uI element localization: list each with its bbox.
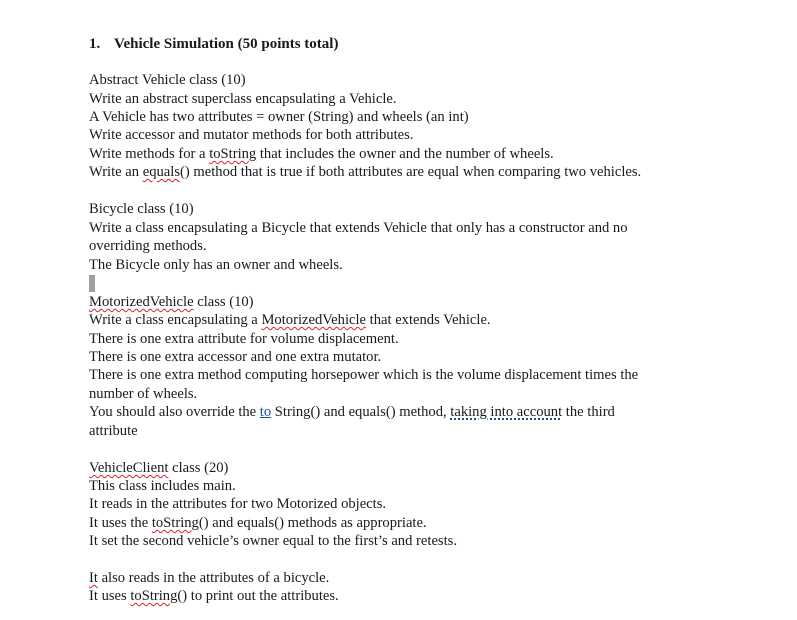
spellcheck-word: equals xyxy=(142,164,181,180)
text-cursor xyxy=(89,275,95,292)
grammar-word: to xyxy=(259,404,272,420)
motorized-line-4: There is one extra method computing horsepower which is the volume displacement times the xyxy=(89,367,639,383)
text-span: Write an xyxy=(89,164,143,180)
client-line-print xyxy=(89,587,339,605)
bicycle-line-1: Write a class encapsulating a Bicycle that extends Vehicle that only has a constructor and no xyxy=(89,220,628,236)
motorized-title xyxy=(89,293,254,311)
vehicle-line-equals xyxy=(89,163,641,181)
client-line-uses xyxy=(89,514,427,532)
spellcheck-word: MotorizedVehicle xyxy=(89,294,194,310)
text-span: () method that is true if both attributes are equal when comparing two vehicles. xyxy=(180,164,642,180)
bicycle-line-2: overriding methods. xyxy=(89,238,207,254)
vehicle-title: Abstract Vehicle class (10) xyxy=(89,72,246,88)
motorized-line-5: number of wheels. xyxy=(89,386,198,402)
text-span: class (10) xyxy=(193,294,254,310)
grammar-phrase: taking into account xyxy=(450,404,563,420)
spellcheck-word: toString xyxy=(151,515,199,531)
bicycle-title: Bicycle class (10) xyxy=(89,201,194,217)
client-line-retest: It set the second vehicle’s owner equal to the first’s and retests. xyxy=(89,533,457,549)
client-title xyxy=(89,459,228,477)
client-line-also xyxy=(89,569,329,587)
vehicle-line-1: Write an abstract superclass encapsulating a Vehicle. xyxy=(89,91,397,107)
text-span: that extends Vehicle. xyxy=(366,312,491,328)
motorized-line-1 xyxy=(89,311,491,329)
text-span: that includes the owner and the number of wheels. xyxy=(256,146,554,162)
heading-number: 1. xyxy=(89,36,101,52)
spellcheck-word: VehicleClient xyxy=(89,460,169,476)
vehicle-line-tostring xyxy=(89,145,554,163)
text-span: It uses the xyxy=(89,515,152,531)
spellcheck-word: It xyxy=(89,570,98,586)
text-span: You should also override the xyxy=(89,404,260,420)
text-span: () and equals() methods as appropriate. xyxy=(198,515,427,531)
text-span: String() and equals() method, xyxy=(271,404,451,420)
text-span: () to print out the attributes. xyxy=(177,588,339,604)
client-line-1: This class includes main. xyxy=(89,478,236,494)
spellcheck-word: toString xyxy=(130,588,178,604)
motorized-line-override xyxy=(89,403,615,421)
text-span: the third xyxy=(562,404,615,420)
text-span: class (20) xyxy=(168,460,229,476)
motorized-line-last: attribute xyxy=(89,423,138,439)
bicycle-line-3: The Bicycle only has an owner and wheels. xyxy=(89,257,343,273)
text-span: Write methods for a xyxy=(89,146,210,162)
spellcheck-word: toString xyxy=(209,146,257,162)
text-span: also reads in the attributes of a bicycle. xyxy=(97,570,330,586)
heading-title: Vehicle Simulation (50 points total) xyxy=(114,36,339,52)
text-span: It uses xyxy=(89,588,131,604)
vehicle-line-3: Write accessor and mutator methods for both attributes. xyxy=(89,127,414,143)
text-span: Write a class encapsulating a xyxy=(89,312,262,328)
client-line-2: It reads in the attributes for two Motorized objects. xyxy=(89,496,387,512)
page-heading xyxy=(89,36,338,53)
spellcheck-word: MotorizedVehicle xyxy=(261,312,367,328)
vehicle-line-2: A Vehicle has two attributes = owner (String) and wheels (an int) xyxy=(89,109,469,125)
motorized-line-2: There is one extra attribute for volume displacement. xyxy=(89,331,399,347)
motorized-line-3: There is one extra accessor and one extra mutator. xyxy=(89,349,382,365)
